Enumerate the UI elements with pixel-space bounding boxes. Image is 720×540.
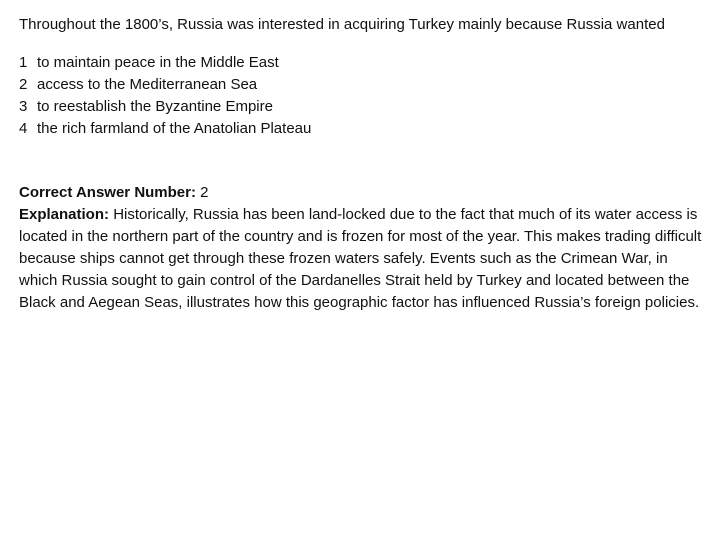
option-text: to reestablish the Byzantine Empire xyxy=(37,98,273,115)
explanation-text: Historically, Russia has been land-locked due to the fact that much of its water access is located in the northern part of the country and is frozen for most of the year. This makes trading difficult because ships cannot get through these frozen waters safely. Events such as the Crimean War, in which Russia sought to gain control of the Dardanelles Strait held by Turkey and located between the Black and Aegean Seas, illustrates how this geographic factor has influenced Russia’s foreign policies. xyxy=(19,206,702,311)
option-number: 3 xyxy=(19,98,28,115)
question-text: Throughout the 1800’s, Russia was interested in acquiring Turkey mainly because Russia wanted xyxy=(19,16,665,33)
question-slide xyxy=(19,14,709,314)
correct-answer-label: Correct Answer Number: xyxy=(19,184,196,201)
option-text: access to the Mediterranean Sea xyxy=(37,76,258,93)
explanation-label: Explanation: xyxy=(19,206,110,223)
correct-answer-value: 2 xyxy=(200,184,209,201)
option-text: the rich farmland of the Anatolian Plateau xyxy=(37,120,312,137)
option-4 xyxy=(19,118,709,140)
option-1 xyxy=(19,52,709,74)
answer-options-list xyxy=(19,52,709,140)
option-number: 4 xyxy=(19,120,28,137)
correct-answer-line xyxy=(19,182,709,204)
option-number: 2 xyxy=(19,76,28,93)
explanation-paragraph xyxy=(19,204,709,314)
answer-block xyxy=(19,182,709,314)
option-3 xyxy=(19,96,709,118)
option-number: 1 xyxy=(19,54,28,71)
option-text: to maintain peace in the Middle East xyxy=(37,54,279,71)
option-2 xyxy=(19,74,709,96)
